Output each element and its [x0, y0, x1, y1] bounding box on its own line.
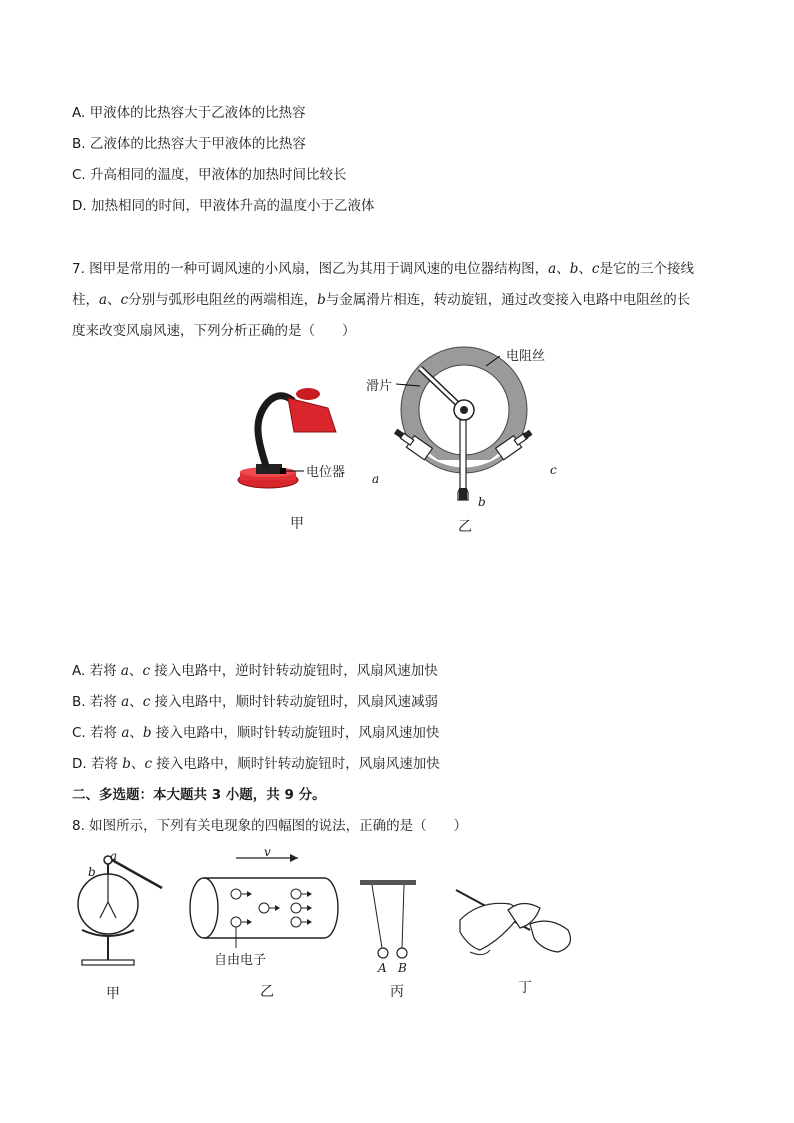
foil-right — [108, 902, 116, 918]
heading-text: 分。 — [293, 787, 326, 803]
label-a: a — [110, 852, 118, 863]
option-sep: 、 — [129, 725, 143, 741]
q7-option-a — [72, 662, 438, 680]
q6-option-b: B. 乙液体的比热容大于甲液体的比热容 — [72, 136, 306, 152]
q6-option-c: C. 升高相同的温度，甲液体的加热时间比较长 — [72, 167, 347, 183]
lamp-neck — [258, 396, 292, 466]
figure-caption-jia: 甲 — [106, 986, 120, 1002]
option-text: 接入电路中，顺时针转动旋钮时，风扇风速加快 — [151, 725, 440, 741]
option-sep: 、 — [129, 694, 143, 710]
heading-text: 小题，共 — [221, 787, 285, 803]
figure-caption-jia: 甲 — [290, 516, 304, 532]
q8-figure-jia — [66, 852, 176, 1002]
lamp-shade-top — [296, 388, 320, 400]
q7-option-d — [72, 755, 440, 773]
q7-term-b: b — [569, 261, 579, 277]
electroscope-base — [82, 960, 134, 965]
wrist-line — [470, 950, 490, 955]
q7-term-b: b — [317, 292, 326, 308]
option-text: 接入电路中，顺时针转动旋钮时，风扇风速加快 — [152, 756, 440, 772]
right-hand — [530, 921, 570, 952]
option-term: a — [121, 725, 130, 741]
option-term: c — [144, 756, 152, 772]
q7-stem-line1 — [72, 260, 694, 278]
option-text: 接入电路中，逆时针转动旋钮时，风扇风速加快 — [150, 663, 438, 679]
q7-stem-line3: 度来改变风扇风速，下列分析正确的是（ ） — [72, 323, 356, 339]
q7-stem-text: 与金属滑片相连，转动旋钮，通过改变接入电路中电阻丝的长 — [325, 292, 691, 308]
electroscope-stand-arc — [82, 930, 134, 936]
foil-left — [100, 902, 108, 918]
q7-stem-text: 是它的三个接线 — [599, 261, 694, 277]
q7-stem-text: 7. 图甲是常用的一种可调风速的小风扇，图乙为其用于调风速的电位器结构图， — [72, 261, 549, 277]
heading-count: 3 — [211, 787, 222, 803]
heading-score: 9 — [284, 787, 294, 803]
q8-figure-ding — [450, 880, 586, 1000]
option-sep: 、 — [130, 756, 145, 772]
slider-label: 滑片 — [366, 379, 393, 394]
option-text: A. 若将 — [72, 663, 121, 679]
q7-term-a: a — [99, 292, 108, 308]
q7-option-b — [72, 693, 438, 711]
lamp-shade — [288, 398, 336, 432]
q8-figure-yi — [186, 846, 346, 1002]
free-electron-label: 自由电子 — [214, 953, 267, 968]
q8-figure-bing — [356, 876, 426, 1002]
terminal-b-label: b — [478, 495, 486, 509]
potentiometer-dot — [280, 468, 286, 474]
conductor-left-end — [190, 878, 218, 938]
q7-sep: 、 — [556, 261, 570, 277]
velocity-label: v — [264, 846, 271, 859]
q7-sep: 、 — [107, 292, 121, 308]
potentiometer-label: 电位器 — [306, 465, 346, 480]
q8-stem: 8. 如图所示，下列有关电现象的四幅图的说法，正确的是（ ） — [72, 818, 468, 834]
ball-a — [378, 948, 388, 958]
charged-rod — [112, 860, 162, 888]
q7-term-c: c — [120, 292, 129, 308]
figure-caption-yi: 乙 — [260, 984, 274, 1000]
option-text: B. 若将 — [72, 694, 122, 710]
option-term: a — [121, 694, 130, 710]
terminal-b-tip — [459, 488, 467, 500]
resistor-wire-label: 电阻丝 — [506, 349, 546, 364]
option-text: 接入电路中，顺时针转动旋钮时，风扇风速减弱 — [150, 694, 439, 710]
figure-caption-ding: 丁 — [518, 980, 532, 996]
ball-b — [397, 948, 407, 958]
thread-b — [402, 885, 404, 948]
terminal-a-label: a — [372, 472, 380, 486]
q6-option-d: D. 加热相同的时间，甲液体升高的温度小于乙液体 — [72, 198, 375, 214]
option-sep: 、 — [128, 663, 143, 679]
q7-stem-text: 分别与弧形电阻丝的两端相连， — [128, 292, 318, 308]
option-text: C. 若将 — [72, 725, 122, 741]
figure-caption-yi: 乙 — [458, 519, 472, 535]
label-b: b — [88, 865, 96, 879]
ball-b-label: B — [398, 961, 407, 975]
q7-stem-text: 柱， — [72, 292, 99, 308]
heading-text: 二、多选题：本大题共 — [72, 787, 212, 803]
option-term: c — [142, 694, 151, 710]
q6-option-a: A. 甲液体的比热容大于乙液体的比热容 — [72, 105, 306, 121]
option-text: D. 若将 — [72, 756, 123, 772]
option-term: a — [120, 663, 129, 679]
ball-a-label: A — [378, 961, 387, 975]
option-term: b — [122, 756, 131, 772]
q7-option-c — [72, 724, 439, 742]
q7-figure-yi — [360, 340, 580, 540]
ceiling — [360, 880, 416, 885]
q7-term-c: c — [591, 261, 600, 277]
q7-figure-jia — [228, 380, 368, 540]
figure-caption-bing: 丙 — [390, 984, 404, 1000]
velocity-arrowhead — [290, 854, 298, 862]
section-heading-multi-choice — [72, 786, 326, 804]
q7-stem-line2 — [72, 291, 690, 309]
q7-term-a: a — [548, 261, 557, 277]
option-term: b — [142, 725, 152, 741]
thread-a — [372, 885, 382, 948]
option-term: c — [142, 663, 150, 679]
free-electrons — [231, 889, 312, 927]
terminal-c-label: c — [550, 463, 557, 477]
q7-sep: 、 — [578, 261, 592, 277]
knob-pivot — [460, 406, 468, 414]
